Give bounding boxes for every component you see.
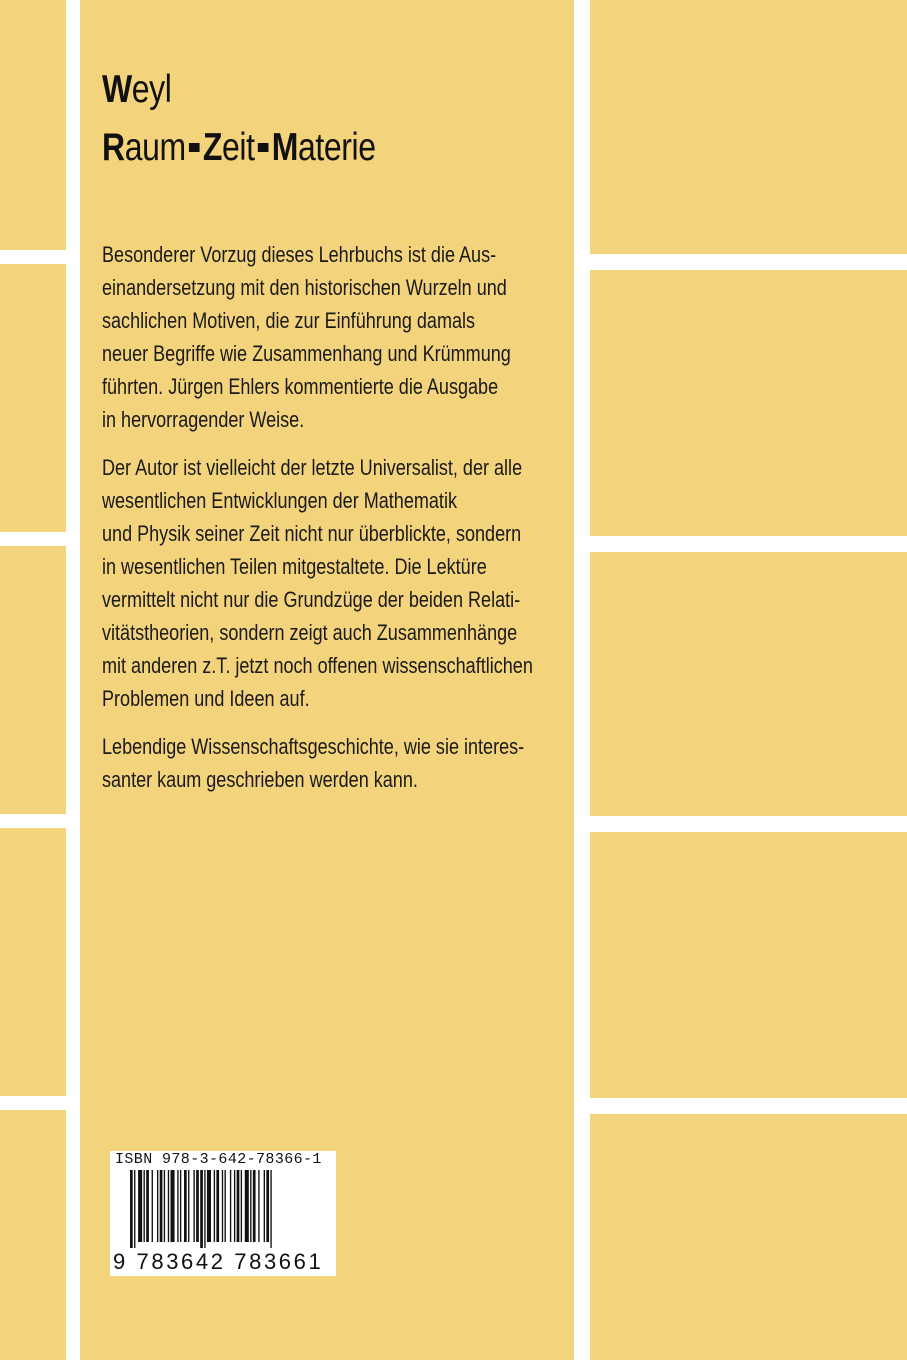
- barcode-bar: [225, 1170, 226, 1242]
- text-line: Besonderer Vorzug dieses Lehrbuchs ist die Aus-: [102, 242, 497, 267]
- barcode-bar: [230, 1170, 231, 1242]
- barcode-bar: [157, 1170, 158, 1242]
- barcode-digits: 9 783642 783661: [113, 1249, 324, 1274]
- barcode-bar: [168, 1170, 169, 1242]
- title-word-zeit: eit: [222, 126, 255, 169]
- barcode-bar: [216, 1170, 219, 1242]
- barcode-bar: [253, 1170, 256, 1242]
- barcode-bar: [164, 1170, 165, 1242]
- barcode-bar: [245, 1170, 249, 1242]
- text-line: santer kaum geschrieben werden kann.: [102, 767, 418, 792]
- blurb: [102, 238, 561, 811]
- author-name: [102, 68, 171, 112]
- barcode-bar: [250, 1170, 251, 1242]
- blurb-paragraph-2: [102, 451, 561, 715]
- barcode-bar: [237, 1170, 240, 1242]
- barcode-bar: [177, 1170, 178, 1242]
- isbn-label: ISBN 978-3-642-78366-1: [115, 1151, 322, 1168]
- blurb-paragraph-1: [102, 238, 561, 436]
- barcode-bar: [214, 1170, 215, 1242]
- left-tile-4: [0, 828, 66, 1096]
- barcode-bar: [193, 1170, 194, 1242]
- right-tile-2: [590, 270, 907, 536]
- barcode-bar: [207, 1170, 211, 1242]
- title-word-materie: aterie: [298, 126, 376, 169]
- barcode-bar: [196, 1170, 199, 1242]
- text-line: Lebendige Wissenschaftsgeschichte, wie sie interes-: [102, 734, 525, 759]
- text-line: vitätstheorien, sondern zeigt auch Zusammenhänge: [102, 620, 518, 645]
- text-line: sachlichen Motiven, die zur Einführung damals: [102, 308, 476, 333]
- title-dash: [258, 143, 269, 152]
- author-initial: W: [102, 68, 132, 111]
- barcode-bar: [241, 1170, 242, 1242]
- barcode-bar: [270, 1170, 271, 1248]
- left-tile-5: [0, 1110, 66, 1360]
- text-line: in wesentlichen Teilen mitgestaltete. Die Lektüre: [102, 554, 487, 579]
- text-line: vermittelt nicht nur die Grundzüge der beiden Relati-: [102, 587, 521, 612]
- text-line: in hervorragender Weise.: [102, 407, 305, 432]
- author-rest: eyl: [131, 68, 172, 111]
- barcode-bars: [130, 1170, 320, 1248]
- text-line: führten. Jürgen Ehlers kommentierte die Ausgabe: [102, 374, 499, 399]
- left-tile-2: [0, 264, 66, 532]
- title-word-raum: aum: [124, 126, 186, 169]
- barcode-bar: [222, 1170, 223, 1242]
- text-line: mit anderen z.T. jetzt noch offenen wissenschaftlichen: [102, 653, 533, 678]
- barcode-bar: [152, 1170, 153, 1242]
- barcode-bar: [134, 1170, 135, 1248]
- barcode-bar: [180, 1170, 181, 1242]
- barcode-bar: [264, 1170, 265, 1242]
- barcode-bar: [188, 1170, 189, 1242]
- title-initial-m: M: [271, 126, 299, 169]
- barcode: [110, 1151, 336, 1276]
- title-dash: [189, 143, 200, 152]
- text-line: Der Autor ist vielleicht der letzte Universalist, der alle: [102, 455, 523, 480]
- text-line: wesentlichen Entwicklungen der Mathematik: [102, 488, 457, 513]
- barcode-bar: [171, 1170, 175, 1242]
- barcode-bar: [144, 1170, 145, 1242]
- barcode-bar: [200, 1170, 203, 1248]
- title-initial-r: R: [102, 126, 125, 169]
- text-line: einandersetzung mit den historischen Wurzeln und: [102, 275, 507, 300]
- barcode-bar: [184, 1170, 187, 1242]
- barcode-bar: [234, 1170, 235, 1242]
- barcode-bar: [258, 1170, 259, 1242]
- barcode-bar: [204, 1170, 205, 1248]
- text-line: Problemen und Ideen auf.: [102, 686, 310, 711]
- title-initial-z: Z: [202, 126, 223, 169]
- right-tile-3: [590, 552, 907, 816]
- barcode-bar: [130, 1170, 133, 1248]
- text-line: neuer Begriffe wie Zusammenhang und Krümmung: [102, 341, 511, 366]
- barcode-bar: [138, 1170, 142, 1242]
- barcode-bar: [146, 1170, 149, 1242]
- text-line: und Physik seiner Zeit nicht nur überblickte, sondern: [102, 521, 522, 546]
- right-tile-5: [590, 1114, 907, 1360]
- book-title: [102, 126, 376, 170]
- right-tile-1: [590, 0, 907, 254]
- blurb-paragraph-3: [102, 730, 561, 796]
- barcode-bar: [160, 1170, 163, 1242]
- left-tile-1: [0, 0, 66, 250]
- right-tile-4: [590, 832, 907, 1098]
- left-tile-3: [0, 546, 66, 814]
- barcode-bar: [266, 1170, 269, 1242]
